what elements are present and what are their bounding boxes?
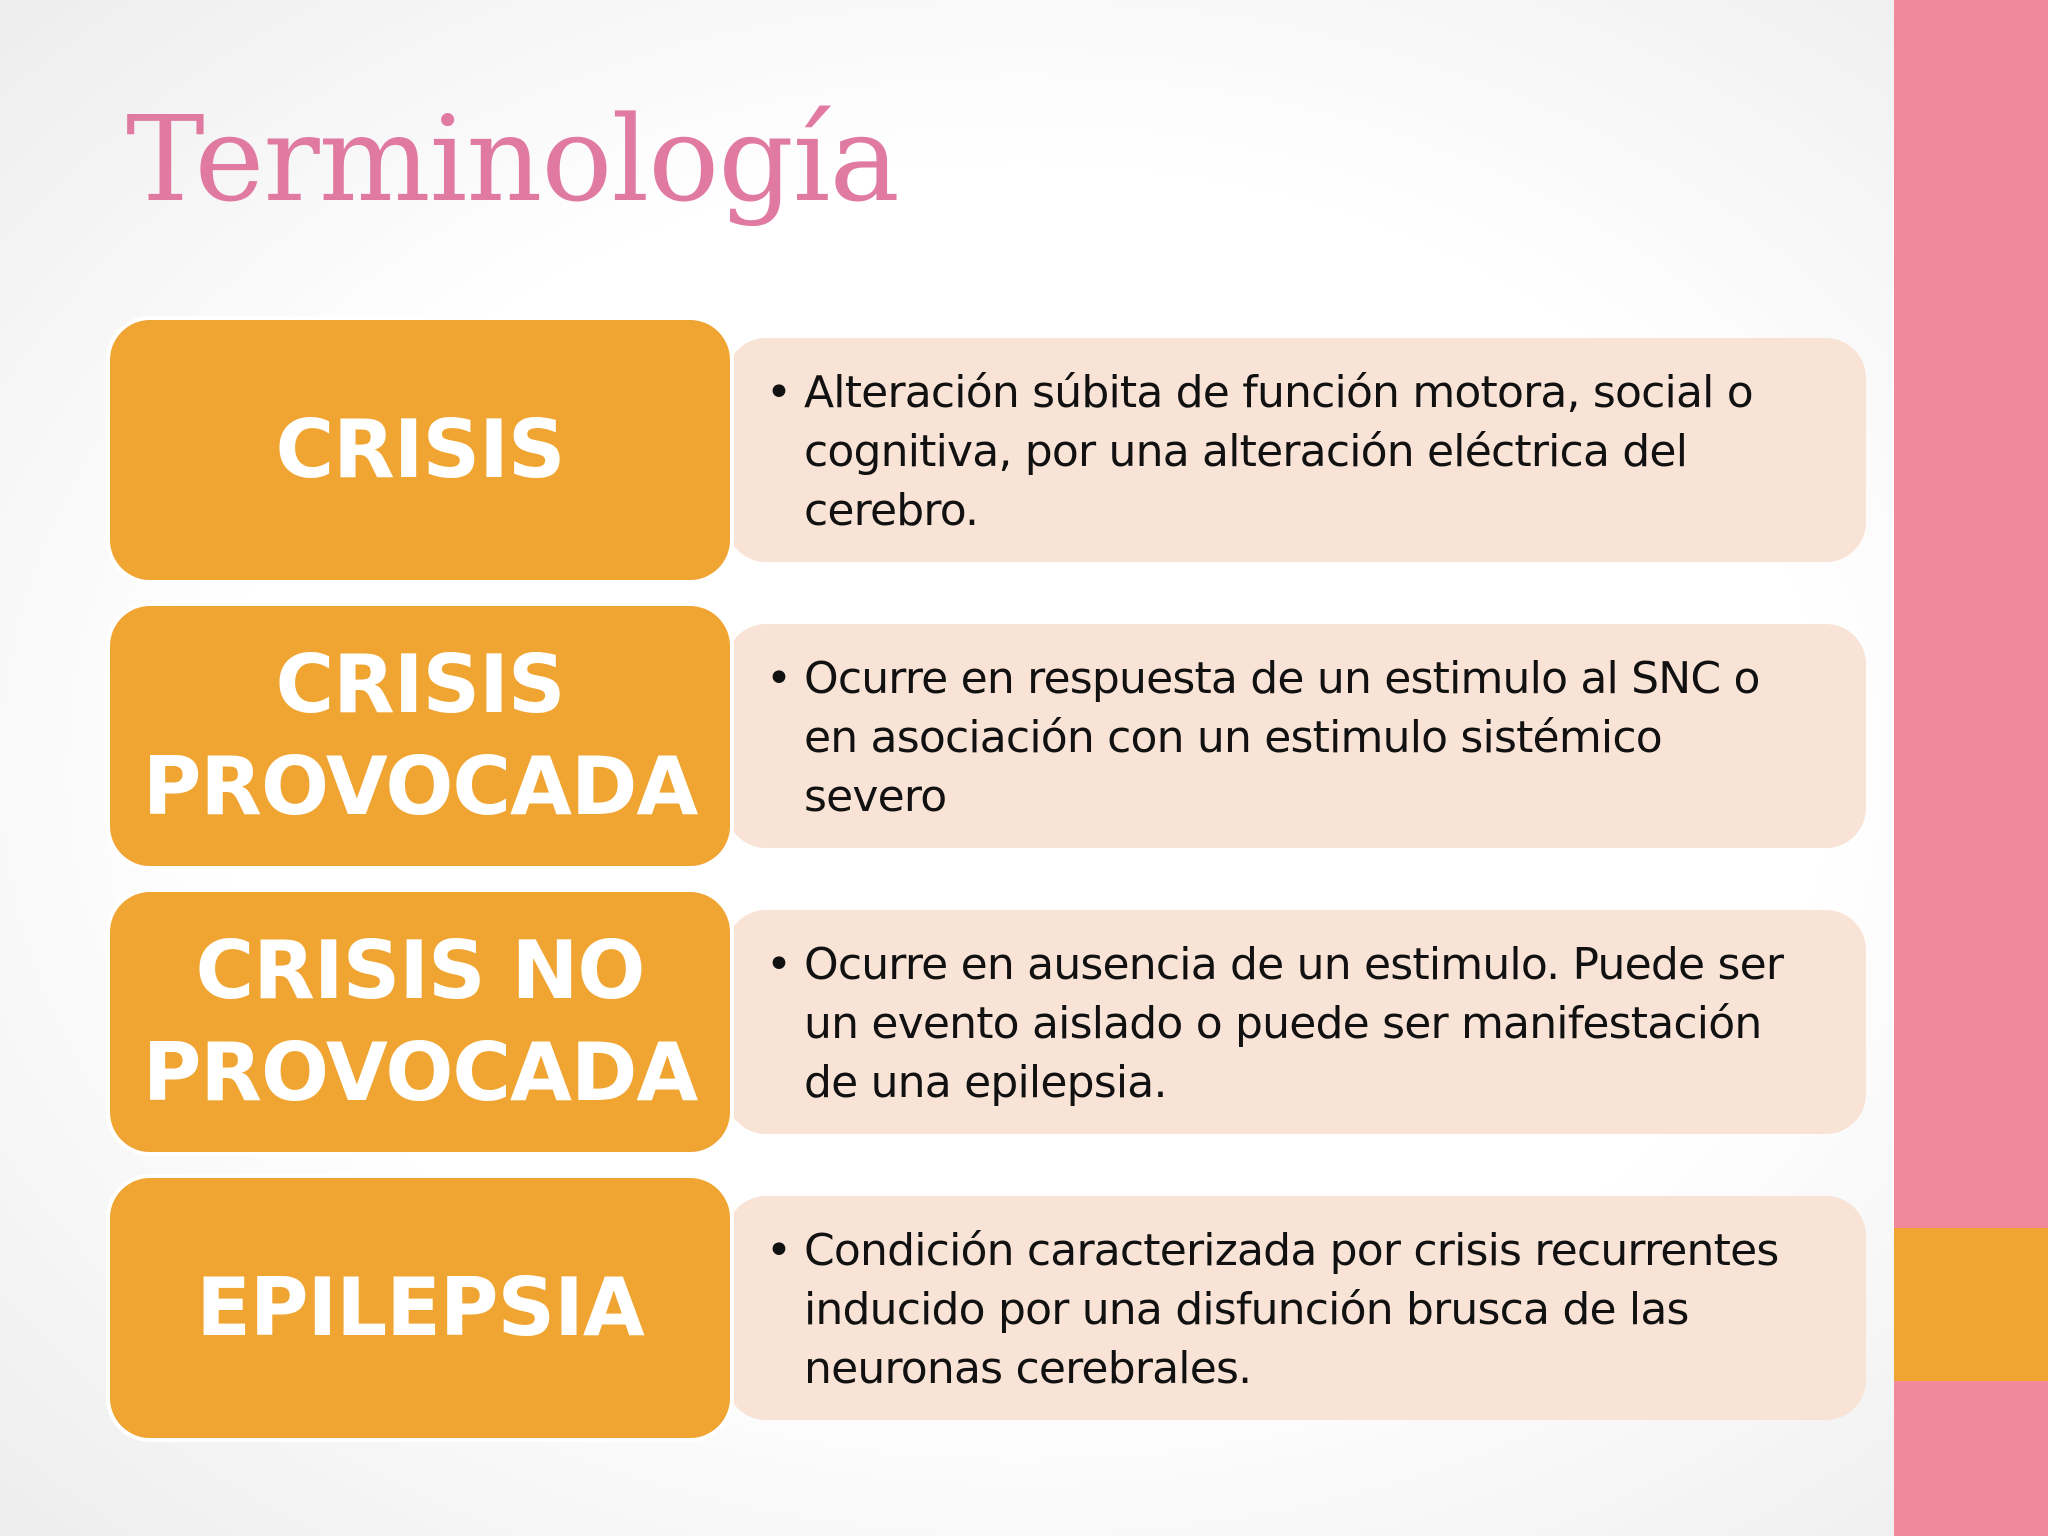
decorative-side-accent bbox=[1894, 1228, 2048, 1381]
bullet-icon: • bbox=[766, 939, 792, 990]
term-description: Ocurre en ausencia de un estimulo. Puede ser un evento aislado o puede ser manifestación de una epilepsia. bbox=[804, 939, 1784, 1108]
bullet-icon: • bbox=[766, 653, 792, 704]
term-row-crisis-no-provocada bbox=[106, 888, 1866, 1156]
term-description-box bbox=[726, 1196, 1866, 1420]
term-description-box bbox=[726, 624, 1866, 848]
bullet-item bbox=[766, 935, 1816, 1112]
term-row-crisis-provocada bbox=[106, 602, 1866, 870]
term-label: EPILEPSIA bbox=[106, 1174, 734, 1442]
term-description: Ocurre en respuesta de un estimulo al SNC o en asociación con un estimulo sistémico severo bbox=[804, 653, 1760, 822]
term-label: CRISIS NO PROVOCADA bbox=[106, 888, 734, 1156]
bullet-icon: • bbox=[766, 1225, 792, 1276]
bullet-item bbox=[766, 363, 1816, 540]
term-description-box bbox=[726, 338, 1866, 562]
bullet-icon: • bbox=[766, 367, 792, 418]
bullet-item bbox=[766, 1221, 1816, 1398]
term-row-crisis bbox=[106, 316, 1866, 584]
term-label: CRISIS bbox=[106, 316, 734, 584]
bullet-item bbox=[766, 649, 1816, 826]
term-description: Alteración súbita de función motora, social o cognitiva, por una alteración eléctrica del cerebro. bbox=[804, 367, 1753, 536]
term-description-box bbox=[726, 910, 1866, 1134]
term-row-epilepsia bbox=[106, 1174, 1866, 1442]
term-description: Condición caracterizada por crisis recurrentes inducido por una disfunción brusca de las neuronas cerebrales. bbox=[804, 1225, 1779, 1394]
slide-title: Terminología bbox=[126, 90, 899, 228]
term-label: CRISIS PROVOCADA bbox=[106, 602, 734, 870]
